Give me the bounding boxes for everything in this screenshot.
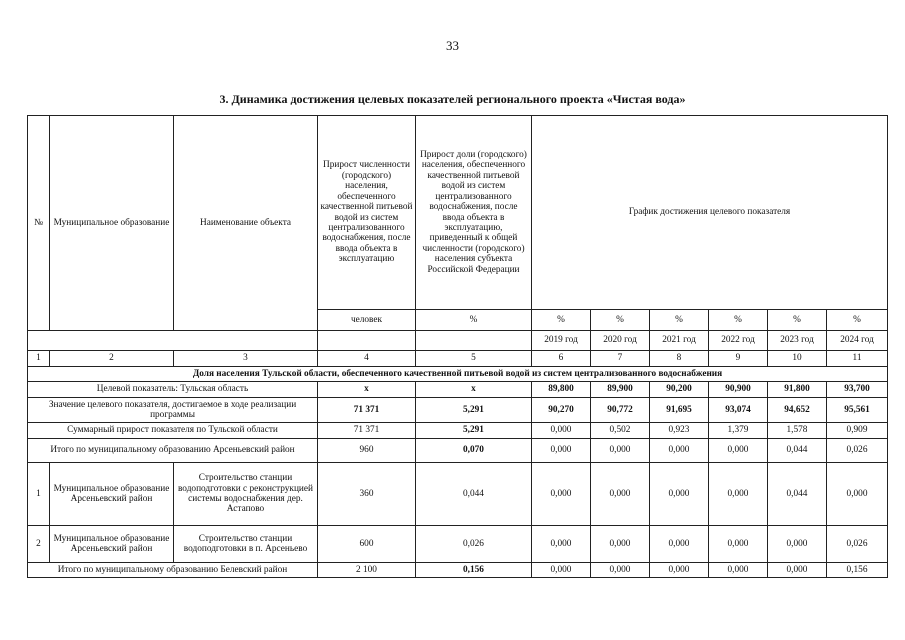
cell-value: 2 100: [318, 563, 416, 578]
cell-value: 0,044: [416, 463, 532, 526]
row-label: Суммарный прирост показателя по Тульской области: [28, 423, 318, 439]
cell-value: 0,000: [591, 463, 650, 526]
cell-value: 71 371: [318, 423, 416, 439]
section-title-row: [28, 367, 888, 382]
row-object: Строительство станции водоподготовки в п. Арсеньево: [174, 526, 318, 563]
section-title: Доля населения Тульской области, обеспеченного качественной питьевой водой из систем централизованного водоснабжения: [28, 367, 888, 382]
year-label: 2020 год: [591, 331, 650, 351]
cell-value: 0,026: [416, 526, 532, 563]
column-number-row: [28, 351, 888, 367]
row-label: Итого по муниципальному образованию Белевский район: [28, 563, 318, 578]
row-label: Значение целевого показателя, достигаемое в ходе реализации программы: [28, 398, 318, 423]
unit-pct: %: [532, 310, 591, 331]
table-row: [28, 423, 888, 439]
cell-value: 0,000: [650, 526, 709, 563]
table-row: [28, 398, 888, 423]
header-share-growth: Прирост доли (городского) населения, обеспеченного качественной питьевой водой из систем централизованного водоснабжения, после ввода объекта в эксплуатацию, приведенный к общей численности (городского) населения субъекта Российской Федерации: [416, 116, 532, 310]
cell-value: 0,923: [650, 423, 709, 439]
unit-pct: %: [709, 310, 768, 331]
cell-value: 600: [318, 526, 416, 563]
cell-value: 0,909: [827, 423, 888, 439]
row-label: Итого по муниципальному образованию Арсеньевский район: [28, 439, 318, 463]
cell-value: 0,000: [709, 563, 768, 578]
cell-value: 94,652: [768, 398, 827, 423]
year-label: 2021 год: [650, 331, 709, 351]
table-row: [28, 439, 888, 463]
cell-value: 93,074: [709, 398, 768, 423]
cell-value: 91,800: [768, 382, 827, 398]
cell-value: 1,379: [709, 423, 768, 439]
cell-value: 5,291: [416, 423, 532, 439]
year-row-spacer: [28, 331, 318, 351]
cell-value: 0,000: [768, 526, 827, 563]
cell-value: 71 371: [318, 398, 416, 423]
col-number: 4: [318, 351, 416, 367]
col-number: 3: [174, 351, 318, 367]
table-row: [28, 463, 888, 526]
cell-value: 90,772: [591, 398, 650, 423]
col-number: 1: [28, 351, 50, 367]
col-number: 7: [591, 351, 650, 367]
unit-pct: %: [768, 310, 827, 331]
cell-value: 0,502: [591, 423, 650, 439]
cell-value: 91,695: [650, 398, 709, 423]
cell-value: 0,000: [768, 563, 827, 578]
table-row: [28, 563, 888, 578]
col-number: 9: [709, 351, 768, 367]
cell-value: x: [416, 382, 532, 398]
cell-value: 360: [318, 463, 416, 526]
col-number: 10: [768, 351, 827, 367]
cell-value: 0,070: [416, 439, 532, 463]
unit-people: человек: [318, 310, 416, 331]
cell-value: 0,044: [768, 463, 827, 526]
cell-value: 0,000: [591, 439, 650, 463]
cell-value: 90,270: [532, 398, 591, 423]
year-row-spacer: [318, 331, 416, 351]
cell-value: 0,026: [827, 526, 888, 563]
col-number: 8: [650, 351, 709, 367]
cell-value: 0,000: [709, 439, 768, 463]
cell-value: 0,000: [532, 439, 591, 463]
table-row: [28, 526, 888, 563]
row-num: 2: [28, 526, 50, 563]
cell-value: 960: [318, 439, 416, 463]
row-municipality: Муниципальное образование Арсеньевский район: [50, 463, 174, 526]
cell-value: 0,000: [591, 563, 650, 578]
unit-pct: %: [416, 310, 532, 331]
year-label: 2023 год: [768, 331, 827, 351]
cell-value: 0,026: [827, 439, 888, 463]
year-row-spacer: [416, 331, 532, 351]
cell-value: 0,156: [827, 563, 888, 578]
header-row: [28, 116, 888, 310]
header-object-name: Наименование объекта: [174, 116, 318, 331]
col-number: 5: [416, 351, 532, 367]
col-number: 6: [532, 351, 591, 367]
header-schedule: График достижения целевого показателя: [532, 116, 888, 310]
indicator-table: [27, 115, 888, 578]
year-row: [28, 331, 888, 351]
header-pop-growth: Прирост численности (городского) населения, обеспеченного качественной питьевой водой из систем централизованного водоснабжения, после ввода объекта в эксплуатацию: [318, 116, 416, 310]
year-label: 2019 год: [532, 331, 591, 351]
cell-value: 0,000: [650, 563, 709, 578]
page-number: 33: [446, 38, 459, 53]
cell-value: 0,000: [532, 526, 591, 563]
row-object: Строительство станции водоподготовки с реконструкцией системы водоснабжения дер. Астапово: [174, 463, 318, 526]
cell-value: 0,000: [532, 463, 591, 526]
cell-value: x: [318, 382, 416, 398]
cell-value: 5,291: [416, 398, 532, 423]
section-heading: 3. Динамика достижения целевых показателей регионального проекта «Чистая вода»: [219, 92, 686, 106]
cell-value: 90,200: [650, 382, 709, 398]
year-label: 2024 год: [827, 331, 888, 351]
col-number: 2: [50, 351, 174, 367]
row-num: 1: [28, 463, 50, 526]
cell-value: 90,900: [709, 382, 768, 398]
header-municipality: Муниципальное образование: [50, 116, 174, 331]
cell-value: 0,000: [709, 526, 768, 563]
cell-value: 0,000: [650, 463, 709, 526]
cell-value: 1,578: [768, 423, 827, 439]
cell-value: 89,900: [591, 382, 650, 398]
cell-value: 0,156: [416, 563, 532, 578]
cell-value: 0,000: [827, 463, 888, 526]
cell-value: 95,561: [827, 398, 888, 423]
col-number: 11: [827, 351, 888, 367]
header-num: №: [28, 116, 50, 331]
table-row: [28, 382, 888, 398]
cell-value: 0,000: [532, 423, 591, 439]
unit-pct: %: [591, 310, 650, 331]
cell-value: 0,000: [532, 563, 591, 578]
cell-value: 89,800: [532, 382, 591, 398]
cell-value: 0,000: [650, 439, 709, 463]
cell-value: 0,044: [768, 439, 827, 463]
year-label: 2022 год: [709, 331, 768, 351]
cell-value: 0,000: [709, 463, 768, 526]
row-municipality: Муниципальное образование Арсеньевский район: [50, 526, 174, 563]
unit-pct: %: [827, 310, 888, 331]
cell-value: 0,000: [591, 526, 650, 563]
row-label: Целевой показатель: Тульская область: [28, 382, 318, 398]
cell-value: 93,700: [827, 382, 888, 398]
unit-pct: %: [650, 310, 709, 331]
